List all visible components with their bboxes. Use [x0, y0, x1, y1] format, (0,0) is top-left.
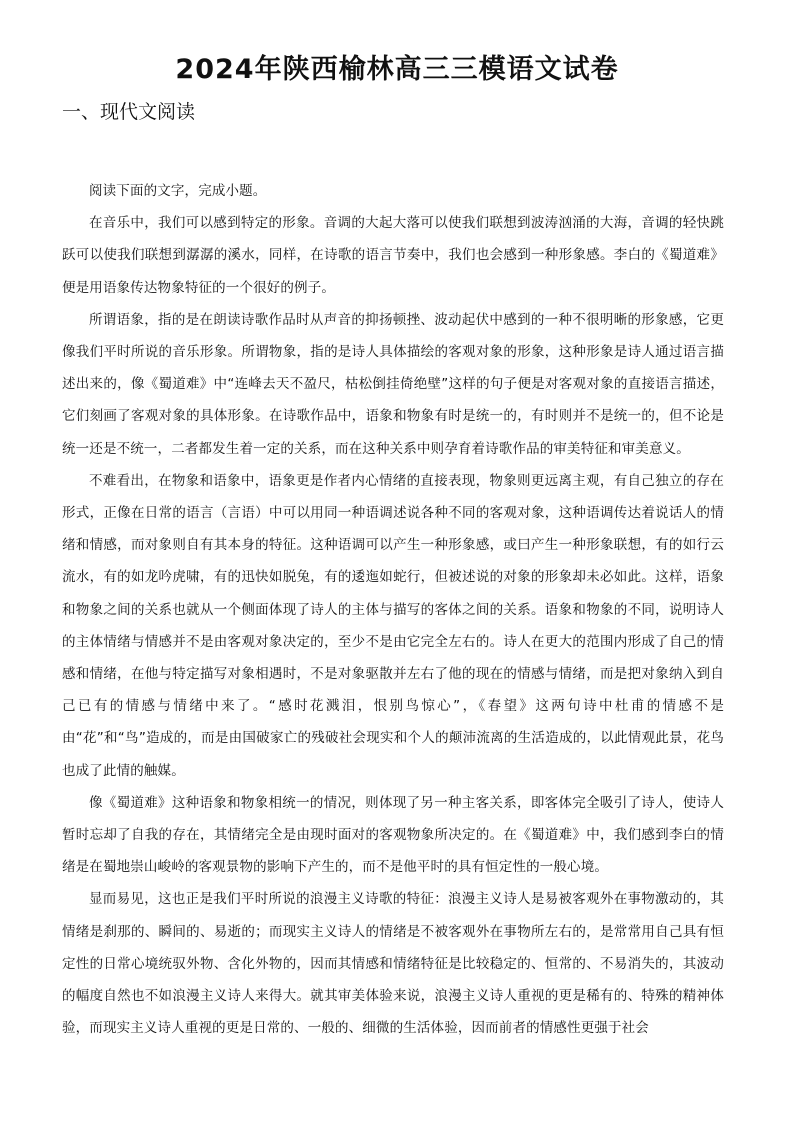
- document-title: 2024年陕西榆林高三三模语文试卷: [175, 54, 619, 85]
- passage-paragraph: 不难看出，在物象和语象中，语象更是作者内心情绪的直接表现，物象则更远离主观，有自己独立的存在形式，正像在日常的语言（言语）中可以用同一种语调述说各种不同的客观对象，这种语调传达着说话人的情绪和情感，而对象则自有其本身的特征。这种语调可以产生一种形象感，或曰产生一种形象联想，有的如行云流水，有的如龙吟虎啸，有的迅快如脱兔，有的逶迤如蛇行，但被述说的对象的形象却未必如此。这样，语象和物象之间的关系也就从一个侧面体现了诗人的主体与描写的客体之间的关系。语象和物象的不同，说明诗人的主体情绪与情感并不是由客观对象决定的，至少不是由它完全左右的。诗人在更大的范围内形成了自己的情感和情绪，在他与特定描写对象相遇时，不是对象驱散并左右了他的现在的情感与情绪，而是把对象纳入到自己已有的情感与情绪中来了。“感时花溅泪，恨别鸟惊心”，《春望》这两句诗中杜甫的情感不是由“花”和“鸟”造成的，而是由国破家亡的残破社会现实和个人的颠沛流离的生活造成的，以此情观此景，花鸟也成了此情的触媒。: [62, 472, 724, 779]
- instruction-paragraph: 阅读下面的文字，完成小题。: [89, 183, 267, 199]
- section-heading: 一、现代文阅读: [62, 101, 196, 123]
- reading-passage: [62, 175, 724, 1044]
- passage-paragraph: 在音乐中，我们可以感到特定的形象。音调的大起大落可以使我们联想到波涛汹涌的大海，音调的轻快跳跃可以使我们联想到潺潺的溪水，同样，在诗歌的语言节奏中，我们也会感到一种形象感。李白的《蜀道难》便是用语象传达物象特征的一个很好的例子。: [62, 215, 724, 296]
- passage-paragraph: 显而易见，这也正是我们平时所说的浪漫主义诗歌的特征：浪漫主义诗人是易被客观外在事物激动的，其情绪是刹那的、瞬间的、易逝的；而现实主义诗人的情绪是不被客观外在事物所左右的，是常常用自己具有恒定性的日常心境统驭外物、含化外物的，因而其情感和情绪特征是比较稳定的、恒常的、不易消失的，其波动的幅度自然也不如浪漫主义诗人来得大。就其审美体验来说，浪漫主义诗人重视的更是稀有的、特殊的精神体验，而现实主义诗人重视的更是日常的、一般的、细微的生活体验，因而前者的情感性更强于社会: [62, 891, 724, 1037]
- passage-paragraph: 像《蜀道难》这种语象和物象相统一的情况，则体现了另一种主客关系，即客体完全吸引了诗人，使诗人暂时忘却了自我的存在，其情绪完全是由现时面对的客观物象所决定的。在《蜀道难》中，我们感到李白的情绪是在蜀地崇山峻岭的客观景物的影响下产生的，而不是他平时的具有恒定性的一般心境。: [62, 794, 724, 876]
- passage-paragraph: 所谓语象，指的是在朗读诗歌作品时从声音的抑扬顿挫、波动起伏中感到的一种不很明晰的形象感，它更像我们平时所说的音乐形象。所谓物象，指的是诗人具体描绘的客观对象的形象，这种形象是诗人通过语言描述出来的，像《蜀道难》中“连峰去天不盈尺，枯松倒挂倚绝壁”这样的句子便是对客观对象的直接语言描述，它们刻画了客观对象的具体形象。在诗歌作品中，语象和物象有时是统一的，有时则并不是统一的，但不论是统一还是不统一，二者都发生着一定的关系，而在这种关系中则孕育着诗歌作品的审美特征和审美意义。: [62, 311, 724, 457]
